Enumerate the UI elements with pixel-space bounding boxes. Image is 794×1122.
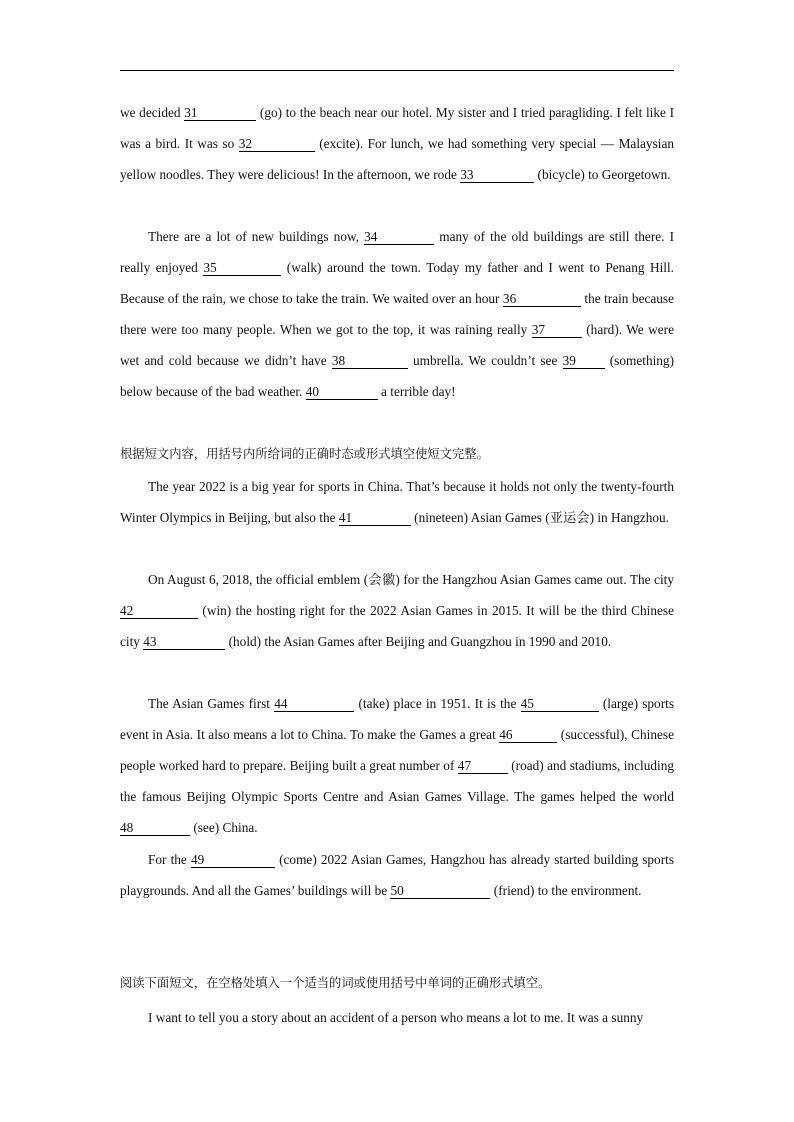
instruction-section-2: 根据短文内容，用括号内所给词的正确时态或形式填空使短文完整。: [120, 447, 489, 461]
text: (win) the hosting right for the 2022 Asian Games in 2015. It will be the third Chinese city: [120, 603, 674, 649]
text: (see) China.: [190, 820, 258, 835]
blank-36[interactable]: 36: [503, 291, 581, 307]
paragraph-asian-games-1: [120, 471, 674, 533]
text: we decided: [120, 105, 185, 120]
text: umbrella. We couldn’t see: [407, 353, 563, 368]
blank-32[interactable]: 32: [239, 136, 315, 152]
header-rule: [120, 70, 674, 71]
blank-49[interactable]: 49: [191, 852, 275, 868]
blank-40[interactable]: 40: [306, 384, 378, 400]
text: (successful), Chinese people worked hard to prepare. Beijing built a great number of: [120, 727, 674, 773]
text: For the: [148, 852, 191, 867]
text: (walk) around the town. Today my father and I went to Penang Hill. Because of the rain, we chose to take the train. We waited over an hour: [120, 260, 674, 306]
text: (go) to the beach near our hotel. My sister and I tried paragliding. I felt like I was a bird. It was so: [120, 105, 674, 151]
instruction-section-3: 阅读下面短文，在空格处填入一个适当的词或使用括号中单词的正确形式填空。: [120, 976, 551, 990]
text: (hard). We were wet and cold because we didn’t have: [120, 322, 674, 368]
blank-42[interactable]: 42: [120, 603, 198, 619]
blank-31[interactable]: 31: [184, 105, 256, 121]
text: There are a lot of new buildings now,: [148, 229, 365, 244]
blank-35[interactable]: 35: [203, 260, 281, 276]
text: (nineteen) Asian Games (亚运会) in Hangzhou.: [410, 510, 669, 525]
blank-48[interactable]: 48: [120, 820, 190, 836]
paragraph-story-1: I want to tell you a story about an accident of a person who means a lot to me. It was a sunny: [148, 1010, 644, 1025]
text: the train because there were too many people. When we got to the top, it was raining really: [120, 291, 675, 337]
paragraph-asian-games-3: [120, 688, 674, 843]
text: many of the old buildings are still there. I really enjoyed: [120, 229, 675, 275]
paragraph-asian-games-2: [120, 564, 674, 657]
text: (hold) the Asian Games after Beijing and Guangzhou in 1990 and 2010.: [225, 634, 612, 649]
blank-43[interactable]: 43: [143, 634, 225, 650]
paragraph-penang-1: [120, 97, 674, 190]
text: The Asian Games first: [148, 696, 275, 711]
text: (large) sports event in Asia. It also means a lot to China. To make the Games a great: [120, 696, 675, 742]
text: (something) below because of the bad weather.: [120, 353, 675, 399]
text: (road) and stadiums, including the famous Beijing Olympic Sports Centre and Asian Games Village. The games helped the world: [120, 758, 674, 804]
blank-45[interactable]: 45: [521, 696, 599, 712]
text: (excite). For lunch, we had something very special — Malaysian yellow noodles. They were delicious! In the afternoon, we rode: [120, 136, 674, 182]
text: a terrible day!: [377, 384, 456, 399]
blank-33[interactable]: 33: [460, 167, 534, 183]
blank-38[interactable]: 38: [332, 353, 408, 369]
text: (come) 2022 Asian Games, Hangzhou has already started building sports playgrounds. And all the Games’ buildings will be: [120, 852, 674, 898]
blank-47[interactable]: 47: [458, 758, 508, 774]
text: (take) place in 1951. It is the: [354, 696, 521, 711]
text: (friend) to the environment.: [490, 883, 642, 898]
paragraph-penang-2: [120, 221, 674, 407]
text: The year 2022 is a big year for sports in China. That’s because it holds not only the twenty-fourth Winter Olympics in Beijing, but also the: [120, 479, 674, 525]
text: (bicycle) to Georgetown.: [534, 167, 671, 182]
blank-37[interactable]: 37: [532, 322, 582, 338]
blank-44[interactable]: 44: [274, 696, 354, 712]
blank-34[interactable]: 34: [364, 229, 434, 245]
blank-46[interactable]: 46: [499, 727, 557, 743]
blank-50[interactable]: 50: [390, 883, 490, 899]
blank-39[interactable]: 39: [563, 353, 605, 369]
blank-41[interactable]: 41: [339, 510, 411, 526]
text: On August 6, 2018, the official emblem (会徽) for the Hangzhou Asian Games came out. The city: [148, 572, 674, 587]
paragraph-asian-games-4: [120, 844, 674, 906]
